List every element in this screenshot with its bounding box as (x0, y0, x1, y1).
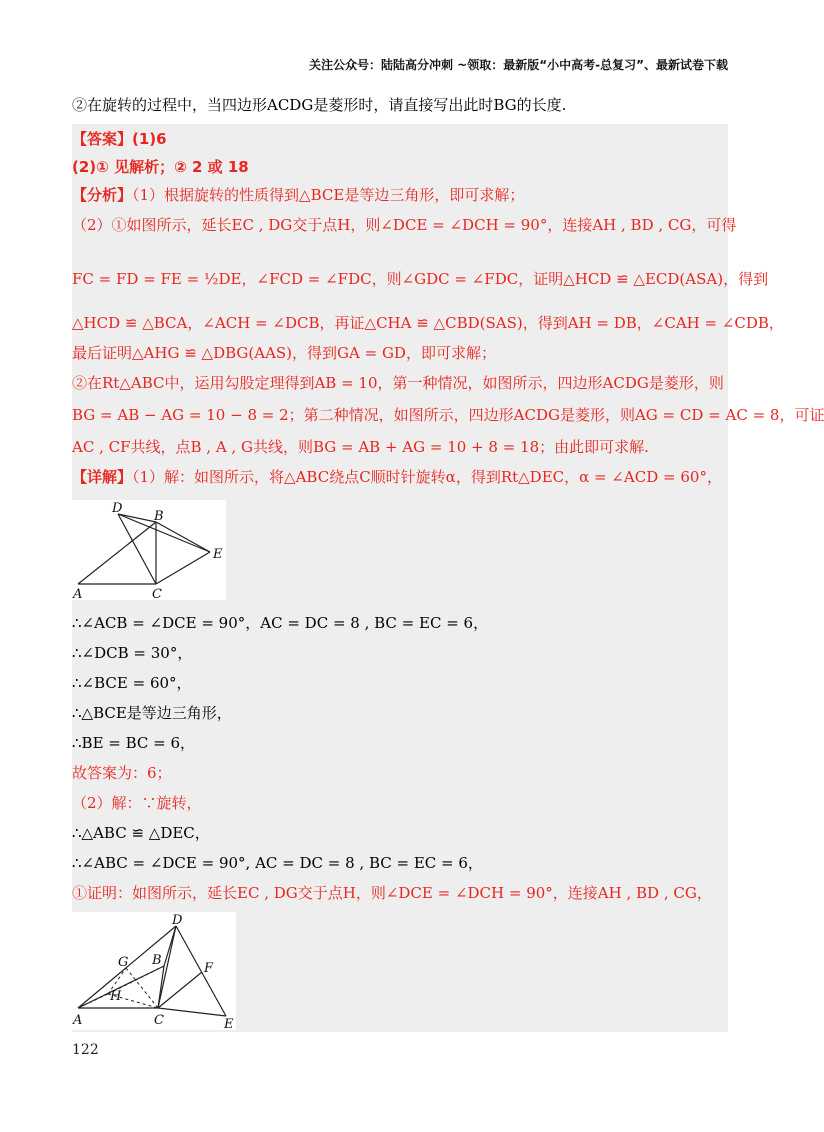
fig2-label-g: G (118, 955, 129, 970)
page-header: 关注公众号：陆陆高分冲刺 ~领取：最新版“小中高考-总复习”、最新试卷下载 (309, 58, 728, 72)
analysis-line-3: FC = FD = FE = ½DE，∠FCD = ∠FDC，则∠GDC = ∠FDC，证明△HCD ≌ △ECD(ASA)，得到 (72, 270, 769, 288)
figure-2-svg (72, 912, 236, 1030)
analysis-line-5: 最后证明△AHG ≌ △DBG(AAS)，得到GA = GD，即可求解； (72, 344, 496, 362)
fig2-label-c: C (154, 1013, 164, 1028)
fig2-segment-ce (158, 1008, 226, 1016)
fig2-label-a: A (73, 1013, 83, 1028)
detail-part2-line-1: （2）解：∵旋转， (72, 794, 202, 812)
fig1-segment-be (156, 522, 210, 552)
detail-conclusion: 故答案为：6； (72, 764, 172, 782)
fig1-label-c: C (152, 587, 162, 602)
fig2-label-h: H (110, 989, 122, 1004)
fig1-segment-dc (118, 514, 156, 584)
fig1-segment-ab (78, 522, 156, 584)
fig1-label-b: B (154, 509, 164, 524)
detail-part2-line-3: ∴∠ABC = ∠DCE = 90°, AC = DC = 8 , BC = EC = 6， (72, 854, 483, 872)
analysis-line-6: ②在Rt△ABC中，运用勾股定理得到AB = 10，第一种情况，如图所示，四边形ACDG是菱形，则 (72, 374, 724, 392)
analysis-line-8: AC , CF共线，点B , A , G共线，则BG = AB + AG = 10 + 8 = 18；由此即可求解. (72, 438, 649, 456)
figure-1-svg (72, 500, 226, 600)
page-number: 122 (72, 1042, 99, 1058)
fig1-segment-ec (156, 552, 210, 584)
fig1-segment-de (118, 514, 210, 552)
solution-panel (72, 124, 824, 1032)
analysis-line-7: BG = AB − AG = 10 − 8 = 2；第二种情况，如图所示，四边形ACDG是菱形，则AG = CD = AC = 8，可证 (72, 406, 824, 424)
analysis-line-1: 【分析】（1）根据旋转的性质得到△BCE是等边三角形，即可求解； (72, 186, 525, 204)
fig2-segment-db (164, 926, 176, 966)
detail-step-1: ∴∠ACB = ∠DCE = 90°，AC = DC = 8 , BC = EC = 6， (72, 614, 489, 632)
detail-part2-line-2: ∴△ABC ≌ △DEC， (72, 824, 210, 842)
fig1-label-d: D (112, 501, 123, 516)
fig2-label-e: E (224, 1017, 234, 1032)
detail-line-1: 【详解】（1）解：如图所示，将△ABC绕点C顺时针旋转α，得到Rt△DEC，α = ∠ACD = 60°， (72, 468, 722, 486)
detail-step-3: ∴∠BCE = 60°， (72, 674, 192, 692)
fig1-segment-db (118, 514, 156, 522)
fig1-label-a: A (73, 587, 83, 602)
fig2-label-f: F (204, 961, 214, 976)
fig2-dashed-gc (126, 968, 158, 1008)
fig2-label-b: B (152, 953, 162, 968)
detail-step-4: ∴△BCE是等边三角形， (72, 704, 232, 722)
detail-step-5: ∴BE = BC = 6， (72, 734, 196, 752)
analysis-line-2: （2）①如图所示，延长EC , DG交于点H，则∠DCE = ∠DCH = 90°，连接AH , BD , CG，可得 (72, 216, 737, 234)
answer-line-2: (2)① 见解析；② 2 或 18 (72, 158, 249, 176)
figure-1 (72, 500, 226, 600)
analysis-line-4: △HCD ≌ △BCA，∠ACH = ∠DCB，再证△CHA ≌ △CBD(SAS)，得到AH = DB，∠CAH = ∠CDB， (72, 314, 784, 332)
fig2-segment-de (176, 926, 226, 1016)
detail-part2-line-4: ①证明：如图所示，延长EC , DG交于点H，则∠DCE = ∠DCH = 90°，连接AH , BD , CG， (72, 884, 712, 902)
fig1-label-e: E (213, 547, 223, 562)
fig2-label-d: D (172, 913, 183, 928)
detail-step-2: ∴∠DCB = 30°， (72, 644, 193, 662)
answer-line-1: 【答案】(1)6 (72, 130, 167, 148)
figure-2 (72, 912, 236, 1030)
question-text: ②在旋转的过程中，当四边形ACDG是菱形时，请直接写出此时BG的长度. (72, 96, 567, 114)
